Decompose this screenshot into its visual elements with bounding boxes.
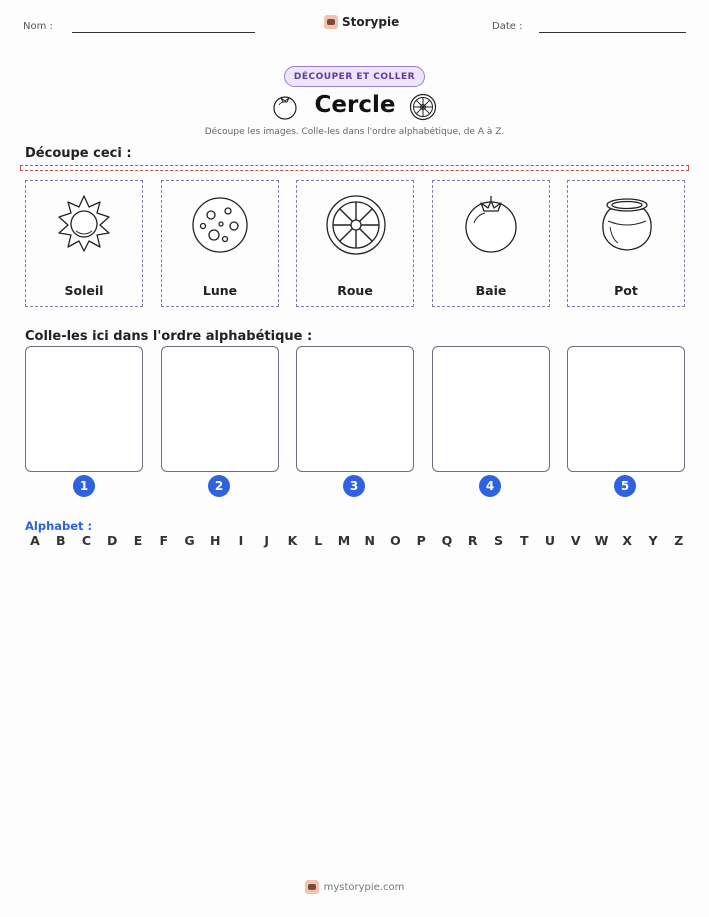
alphabet-letter: R — [467, 533, 478, 548]
paste-slot-5[interactable] — [567, 346, 685, 472]
moon-icon — [190, 193, 250, 253]
alphabet-letter: C — [81, 533, 92, 548]
slot-number-1: 1 — [73, 475, 95, 497]
date-label: Date : — [492, 21, 523, 32]
alphabet-letter: G — [184, 533, 195, 548]
alphabet-letter: U — [544, 533, 556, 548]
berry-icon — [461, 193, 521, 253]
alphabet-letter: X — [622, 533, 633, 548]
sun-icon — [54, 193, 114, 253]
alphabet-letter: Q — [441, 533, 453, 548]
card-label: Pot — [614, 283, 638, 298]
alphabet-letter: W — [594, 533, 609, 548]
alphabet-letter: V — [570, 533, 581, 548]
wheel-icon — [325, 193, 387, 255]
alphabet-letter: K — [287, 533, 298, 548]
card-soleil[interactable] — [25, 180, 143, 307]
paste-slot-1[interactable] — [25, 346, 143, 472]
alphabet-letter: E — [133, 533, 143, 548]
name-label: Nom : — [23, 21, 53, 32]
paste-slot-4[interactable] — [432, 346, 550, 472]
date-line[interactable] — [539, 32, 686, 33]
alphabet-letter: N — [364, 533, 375, 548]
paste-slot-2[interactable] — [161, 346, 279, 472]
alphabet-letter: P — [416, 533, 426, 548]
card-roue[interactable] — [296, 180, 414, 307]
alphabet-letter: D — [107, 533, 118, 548]
alphabet-letter: O — [390, 533, 401, 548]
storypie-logo-icon — [324, 15, 338, 29]
alphabet-title: Alphabet : — [25, 519, 93, 533]
alphabet-letter: T — [519, 533, 529, 548]
name-line[interactable] — [72, 32, 255, 33]
slot-number-3: 3 — [343, 475, 365, 497]
alphabet-row — [27, 533, 687, 548]
paste-slot-3[interactable] — [296, 346, 414, 472]
alphabet-letter: L — [314, 533, 323, 548]
brand-name: Storypie — [342, 15, 400, 29]
slot-number-5: 5 — [614, 475, 636, 497]
card-lune[interactable] — [161, 180, 279, 307]
paste-heading: Colle-les ici dans l'ordre alphabétique : — [25, 329, 313, 344]
alphabet-letter: I — [238, 533, 244, 548]
card-label: Roue — [337, 283, 373, 298]
card-label: Baie — [475, 283, 507, 298]
slot-number-4: 4 — [479, 475, 501, 497]
alphabet-letter: B — [55, 533, 66, 548]
card-pot[interactable] — [567, 180, 685, 307]
card-baie[interactable] — [432, 180, 550, 307]
slot-number-2: 2 — [208, 475, 230, 497]
alphabet-letter: Y — [648, 533, 658, 548]
alphabet-letter: J — [264, 533, 270, 548]
berry-icon — [272, 93, 298, 121]
brand-header — [324, 15, 399, 29]
alphabet-letter: A — [30, 533, 40, 548]
alphabet-letter: M — [337, 533, 351, 548]
footer — [0, 880, 709, 894]
page-title: Cercle — [314, 92, 396, 118]
instructions: Découpe les images. Colle-les dans l'ordre alphabétique, de A à Z. — [204, 127, 505, 137]
pot-icon — [596, 193, 658, 255]
card-label: Lune — [202, 283, 238, 298]
activity-badge: DÉCOUPER ET COLLER — [284, 66, 425, 87]
alphabet-letter: Z — [674, 533, 684, 548]
footer-site: mystorypie.com — [323, 881, 405, 893]
cut-line — [20, 165, 689, 171]
cut-heading: Découpe ceci : — [25, 146, 132, 161]
alphabet-letter: F — [159, 533, 169, 548]
card-label: Soleil — [64, 283, 104, 298]
wheel-icon — [409, 93, 437, 121]
storypie-logo-icon — [305, 880, 319, 894]
alphabet-letter: H — [210, 533, 221, 548]
alphabet-letter: S — [493, 533, 503, 548]
